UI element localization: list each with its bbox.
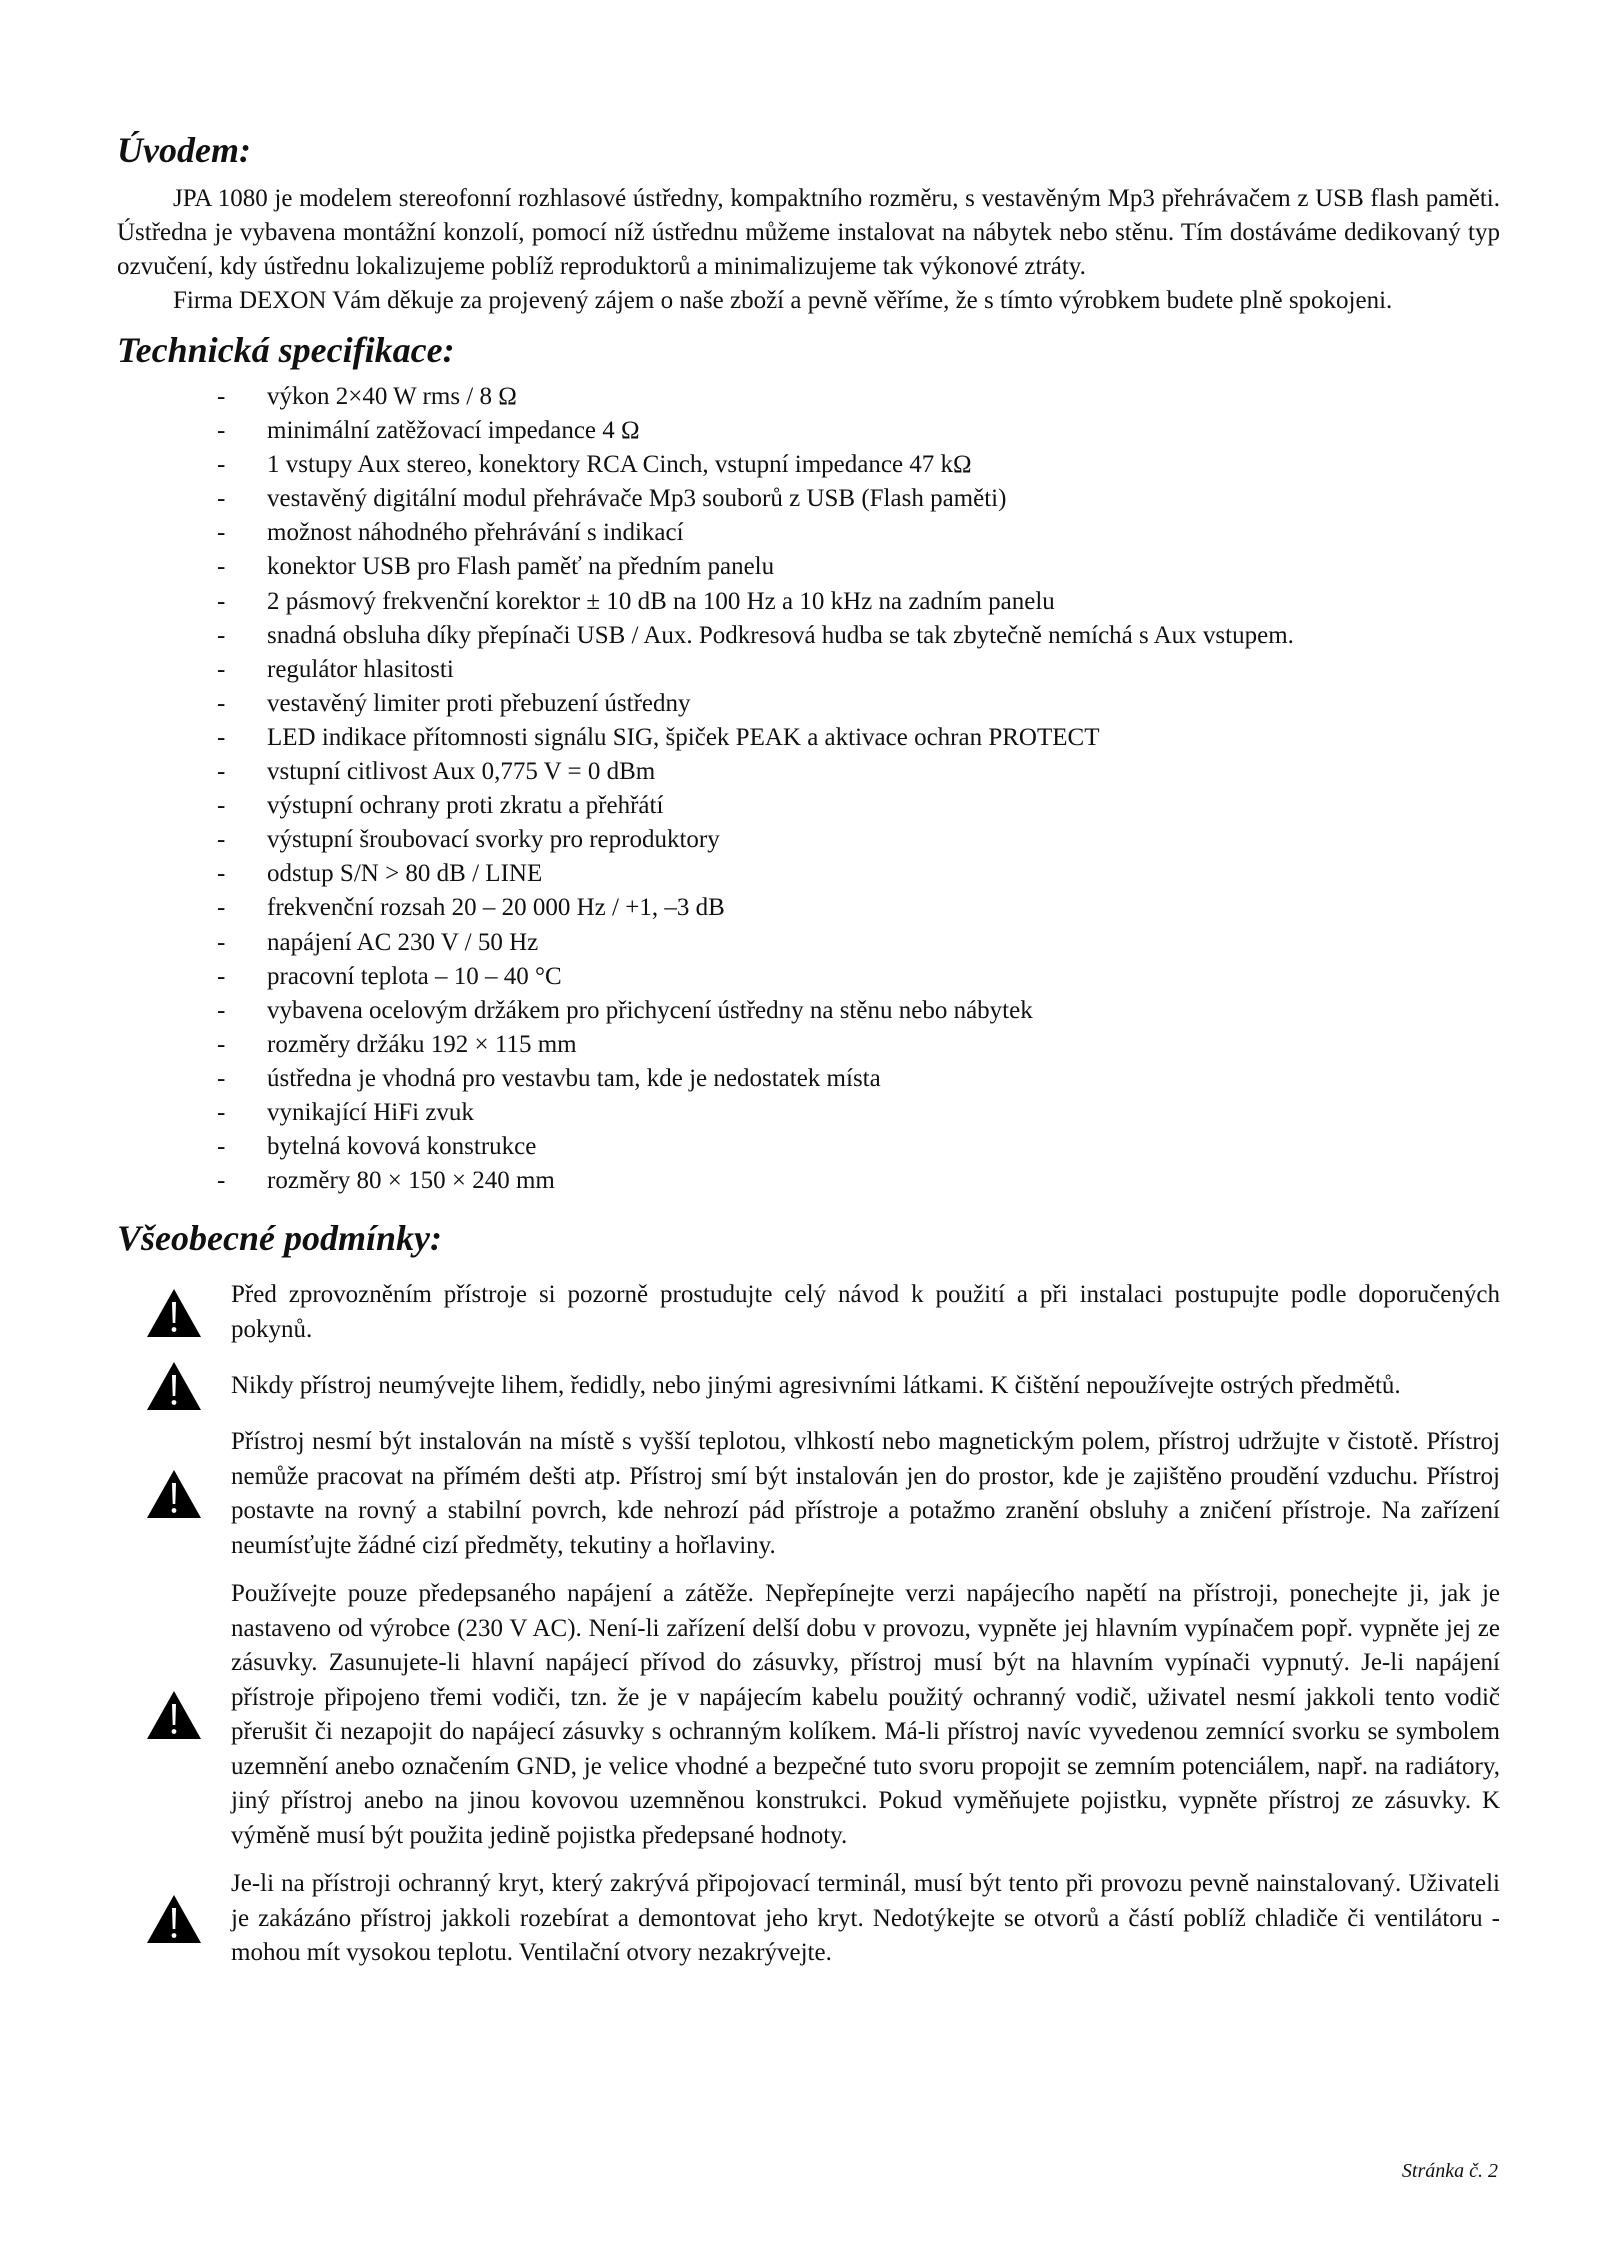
spec-section: [117, 328, 1500, 1198]
conditions-section: [117, 1216, 1500, 1971]
warning-item: [117, 1361, 1500, 1411]
bullet-dash: -: [217, 723, 226, 751]
spec-item-text: LED indikace přítomnosti signálu SIG, špiček PEAK a aktivace ochran PROTECT: [267, 723, 1100, 751]
spec-item: [217, 653, 1500, 687]
spec-item: [217, 619, 1500, 653]
bullet-dash: -: [217, 1064, 226, 1092]
intro-body: [117, 182, 1500, 318]
intro-paragraph: Firma DEXON Vám děkuje za projevený zájem o naše zboží a pevně věříme, že s tímto výrobkem budete plně spokojeni.: [173, 287, 1393, 314]
spec-item: [217, 414, 1500, 448]
spec-item-text: výstupní ochrany proti zkratu a přehřátí: [267, 792, 664, 820]
conditions-heading: Všeobecné podmínky:: [117, 1218, 442, 1259]
warning-text: Před zprovozněním přístroje si pozorně prostudujte celý návod k použití a při instalaci postupujte podle doporučených pokynů.: [231, 1281, 1500, 1343]
bullet-dash: -: [217, 1133, 226, 1161]
warning-item: [117, 1425, 1500, 1563]
bullet-dash: -: [217, 826, 226, 854]
intro-section: [117, 128, 1500, 318]
spec-item-text: minimální zatěžovací impedance 4 Ω: [267, 417, 640, 445]
spec-item: [217, 960, 1500, 994]
spec-item-text: vynikající HiFi zvuk: [267, 1098, 474, 1126]
spec-item-text: výkon 2×40 W rms / 8 Ω: [267, 383, 517, 410]
page-number: Stránka č. 2: [1401, 2160, 1498, 2182]
spec-item: [217, 1164, 1500, 1198]
spec-item: [217, 585, 1500, 619]
spec-item: [217, 755, 1500, 789]
bullet-dash: -: [217, 1030, 226, 1058]
spec-item-text: ústředna je vhodná pro vestavbu tam, kde je nedostatek místa: [267, 1064, 881, 1092]
bullet-dash: -: [217, 1167, 226, 1195]
warning-triangle-icon: [117, 1690, 231, 1740]
warning-triangle-icon: [117, 1288, 231, 1338]
warning-item: [117, 1867, 1500, 1971]
spec-item-text: snadná obsluha díky přepínači USB / Aux. Podkresová hudba se tak zbytečně nemíchá s Aux vstupem.: [267, 621, 1294, 649]
spec-item: [217, 857, 1500, 891]
spec-item: [217, 516, 1500, 550]
warning-text: Je-li na přístroji ochranný kryt, který zakrývá připojovací terminál, musí být tento při provozu pevně nainstalovaný. Uživateli je zakázáno přístroj jakkoli rozebírat a demontovat jeho kryt. Nedotýkejte se otvorů a částí poblíž chladiče či ventilátoru - mohou mít vysokou teplotu. Ventilační otvory nezakrývejte.: [231, 1870, 1500, 1967]
spec-item: [217, 823, 1500, 857]
warning-triangle-icon: [117, 1361, 231, 1411]
spec-item: [217, 1062, 1500, 1096]
bullet-dash: -: [217, 417, 226, 445]
bullet-dash: -: [217, 519, 226, 547]
document-page: [117, 128, 1500, 1985]
bullet-dash: -: [217, 553, 226, 581]
intro-heading: Úvodem:: [117, 130, 251, 170]
spec-item: [217, 789, 1500, 823]
spec-item: [217, 482, 1500, 516]
spec-item-text: frekvenční rozsah 20 – 20 000 Hz / +1, –3 dB: [267, 894, 725, 922]
spec-item-text: rozměry 80 × 150 × 240 mm: [267, 1167, 555, 1195]
bullet-dash: -: [217, 758, 226, 786]
bullet-dash: -: [217, 1098, 226, 1126]
spec-item: [217, 891, 1500, 925]
spec-item: [217, 380, 1500, 414]
spec-item-text: odstup S/N > 80 dB / LINE: [267, 860, 543, 888]
spec-item-text: rozměry držáku 192 × 115 mm: [267, 1030, 577, 1058]
intro-paragraph: JPA 1080 je modelem stereofonní rozhlasové ústředny, kompaktního rozměru, s vestavěným Mp3 přehrávačem z USB flash paměti. Ústředna je vybavena montážní konzolí, pomocí níž ústřednu můžeme instalovat na nábytek nebo stěnu. Tím dostáváme dedikovaný typ ozvučení, kdy ústřednu lokalizujeme poblíž reproduktorů a minimalizujeme tak výkonové ztráty.: [117, 185, 1500, 280]
spec-item-text: 2 pásmový frekvenční korektor ± 10 dB na 100 Hz a 10 kHz na zadním panelu: [267, 587, 1055, 615]
warning-text: Používejte pouze předepsaného napájení a zátěže. Nepřepínejte verzi napájecího napětí na přístroji, ponechejte ji, jak je nastaveno od výrobce (230 V AC). Není-li zařízení delší dobu v provozu, vypněte jej hlavním vypínačem popř. vypněte jej ze zásuvky. Zasunujete-li hlavní napájecí přívod do zásuvky, přístroj musí být na hlavním vypínači vypnutý. Je-li napájení přístroje připojeno třemi vodiči, tzn. že je v napájecím kabelu použitý ochranný vodič, uživatel nesmí jakkoli tento vodič přerušit či nezapojit do napájecí zásuvky s ochranným kolíkem. Má-li přístroj navíc vyvedenou zemnící svorku se symbolem uzemnění anebo označením GND, je velice vhodné a bezpečné tuto svoru propojit se zemním potenciálem, např. na radiátory, jiný přístroj anebo na jinou kovovou uzemněnou konstrukci. Pokud vyměňujete pojistku, vypněte přístroj ze zásuvky. K výměně musí být použita jedině pojistka předepsané hodnoty.: [231, 1580, 1500, 1849]
warnings-list: [117, 1278, 1500, 1971]
warning-text: Nikdy přístroj neumývejte lihem, ředidly, nebo jinými agresivními látkami. K čištění nepoužívejte ostrých předmětů.: [231, 1372, 1401, 1399]
spec-heading: Technická specifikace:: [117, 330, 455, 370]
warning-triangle-icon: [117, 1469, 231, 1519]
spec-item: [217, 1028, 1500, 1062]
spec-item-text: pracovní teplota – 10 – 40 °C: [267, 962, 562, 990]
spec-item-text: konektor USB pro Flash paměť na předním panelu: [267, 553, 775, 581]
bullet-dash: -: [217, 383, 226, 410]
spec-item-text: vestavěný digitální modul přehrávače Mp3 souborů z USB (Flash paměti): [267, 485, 1007, 513]
spec-item-text: bytelná kovová konstrukce: [267, 1133, 537, 1161]
bullet-dash: -: [217, 655, 226, 683]
spec-item: [217, 994, 1500, 1028]
bullet-dash: -: [217, 792, 226, 820]
bullet-dash: -: [217, 485, 226, 513]
bullet-dash: -: [217, 996, 226, 1024]
spec-item-text: vstupní citlivost Aux 0,775 V = 0 dBm: [267, 758, 656, 786]
spec-item: [217, 550, 1500, 584]
spec-item: [217, 1096, 1500, 1130]
bullet-dash: -: [217, 962, 226, 990]
spec-list: [117, 380, 1500, 1198]
bullet-dash: -: [217, 587, 226, 615]
spec-item: [217, 926, 1500, 960]
bullet-dash: -: [217, 621, 226, 649]
spec-item-text: 1 vstupy Aux stereo, konektory RCA Cinch, vstupní impedance 47 kΩ: [267, 451, 972, 479]
bullet-dash: -: [217, 689, 226, 717]
spec-item-text: možnost náhodného přehrávání s indikací: [267, 519, 684, 547]
spec-item-text: regulátor hlasitosti: [267, 655, 454, 683]
warning-triangle-icon: [117, 1894, 231, 1944]
spec-item: [217, 687, 1500, 721]
warning-text: Přístroj nesmí být instalován na místě s vyšší teplotou, vlhkostí nebo magnetickým polem, přístroj udržujte v čistotě. Přístroj nemůže pracovat na přímém dešti atp. Přístroj smí být instalován jen do prostor, kde je zajištěno proudění vzduchu. Přístroj postavte na rovný a stabilní povrch, kde nehrozí pád přístroje a potažmo zranění obsluhy a zničení přístroje. Na zařízení neumísťujte žádné cizí předměty, tekutiny a hořlaviny.: [231, 1428, 1500, 1559]
spec-item-text: výstupní šroubovací svorky pro reproduktory: [267, 826, 720, 854]
bullet-dash: -: [217, 451, 226, 479]
spec-item-text: napájení AC 230 V / 50 Hz: [267, 928, 539, 956]
bullet-dash: -: [217, 894, 226, 922]
spec-item: [217, 448, 1500, 482]
spec-item-text: vestavěný limiter proti přebuzení ústředny: [267, 689, 691, 717]
warning-item: [117, 1577, 1500, 1853]
spec-item-text: vybavena ocelovým držákem pro přichycení ústředny na stěnu nebo nábytek: [267, 996, 1033, 1024]
warning-item: [117, 1278, 1500, 1347]
bullet-dash: -: [217, 860, 226, 888]
bullet-dash: -: [217, 928, 226, 956]
spec-item: [217, 721, 1500, 755]
spec-item: [217, 1130, 1500, 1164]
